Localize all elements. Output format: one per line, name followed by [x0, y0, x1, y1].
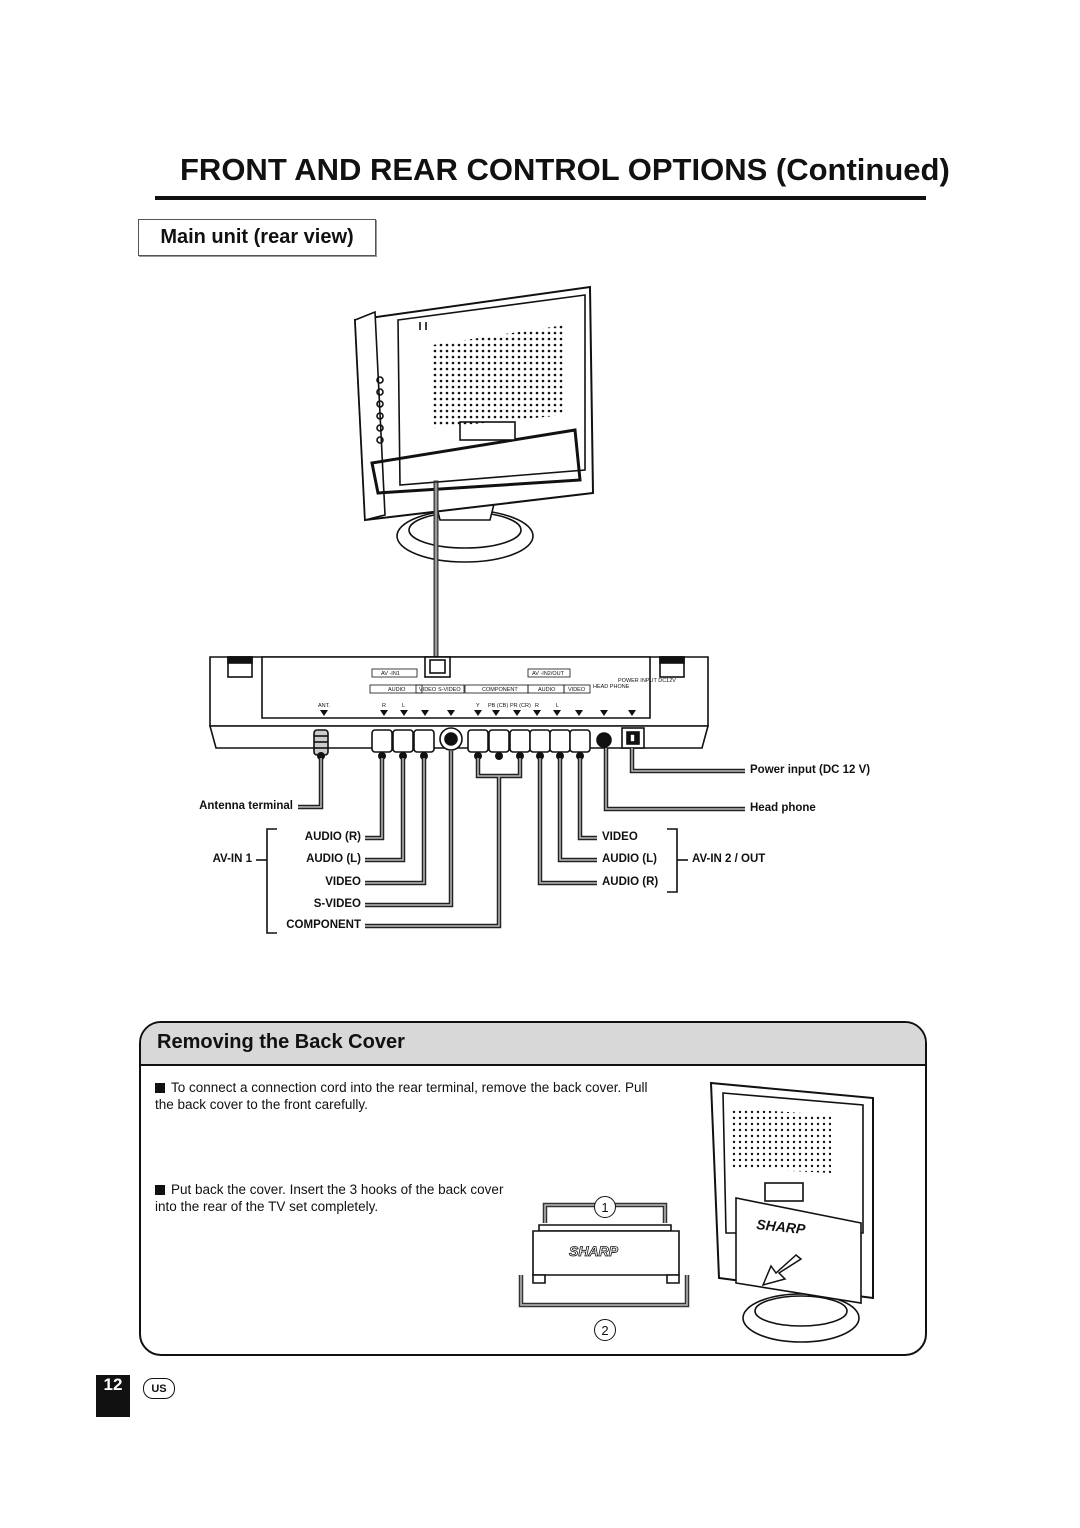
page-title: FRONT AND REAR CONTROL OPTIONS (Continued) — [180, 152, 950, 187]
bullet-square-icon — [155, 1185, 165, 1195]
panel-video1: VIDEO — [419, 687, 437, 693]
callout-audio-r-left: AUDIO (R) — [304, 831, 361, 843]
panel-pb: PB (CB) — [488, 703, 509, 709]
subsection-heading: Main unit (rear view) — [138, 219, 376, 256]
panel-component: COMPONENT — [482, 687, 518, 693]
panel-l1: L — [402, 703, 406, 709]
step-marker-2: 2 — [594, 1319, 616, 1341]
removing-header — [141, 1023, 925, 1066]
panel-video2: VIDEO — [568, 687, 586, 693]
cover-brand-text: SHARP — [569, 1243, 619, 1259]
bullet-square-icon — [155, 1083, 165, 1093]
removing-back-cover-panel — [139, 1021, 927, 1356]
tv-brand-text: SHARP — [755, 1216, 807, 1238]
panel-r2: R — [535, 703, 539, 709]
panel-l2: L — [556, 703, 560, 709]
panel-audio1: AUDIO — [388, 687, 406, 693]
panel-av-in1: AV -IN1 — [381, 671, 400, 677]
callout-video-right: VIDEO — [602, 831, 638, 843]
callout-component-left: COMPONENT — [286, 919, 361, 931]
callout-audio-l-right: AUDIO (L) — [602, 853, 657, 865]
page-number: 12 — [96, 1375, 130, 1417]
callout-av-in2-out: AV-IN 2 / OUT — [692, 853, 766, 865]
callout-antenna-terminal: Antenna terminal — [199, 800, 293, 812]
panel-r1: R — [382, 703, 386, 709]
callout-video-left: VIDEO — [325, 876, 361, 888]
callout-audio-r-right: AUDIO (R) — [602, 876, 659, 888]
region-badge: US — [143, 1378, 175, 1399]
callout-av-in1: AV-IN 1 — [212, 853, 252, 865]
step2-text: Put back the cover. Insert the 3 hooks of the back cover into the rear of the TV set completely. — [155, 1182, 504, 1214]
panel-head-phone: HEAD PHONE — [593, 684, 630, 690]
panel-pr: PR (CR) — [510, 703, 531, 709]
panel-audio2: AUDIO — [538, 687, 556, 693]
panel-av-in2: AV -IN2/OUT — [532, 671, 564, 677]
tv-back-illustration — [701, 1073, 891, 1348]
callout-svideo-left: S-VIDEO — [313, 898, 361, 910]
callout-power-input: Power input (DC 12 V) — [750, 764, 871, 776]
panel-svideo: S-VIDEO — [438, 687, 461, 693]
removing-title: Removing the Back Cover — [157, 1031, 405, 1053]
panel-y: Y — [476, 703, 480, 709]
step-marker-1: 1 — [594, 1196, 616, 1218]
panel-power-input: POWER INPUT DC12V — [618, 678, 676, 684]
step1-text: To connect a connection cord into the rear terminal, remove the back cover. Pull the back cover to the front carefully. — [155, 1080, 648, 1112]
callout-audio-l-left: AUDIO (L) — [306, 853, 361, 865]
callout-head-phone: Head phone — [750, 802, 816, 814]
panel-ant: ANT. — [318, 703, 330, 709]
